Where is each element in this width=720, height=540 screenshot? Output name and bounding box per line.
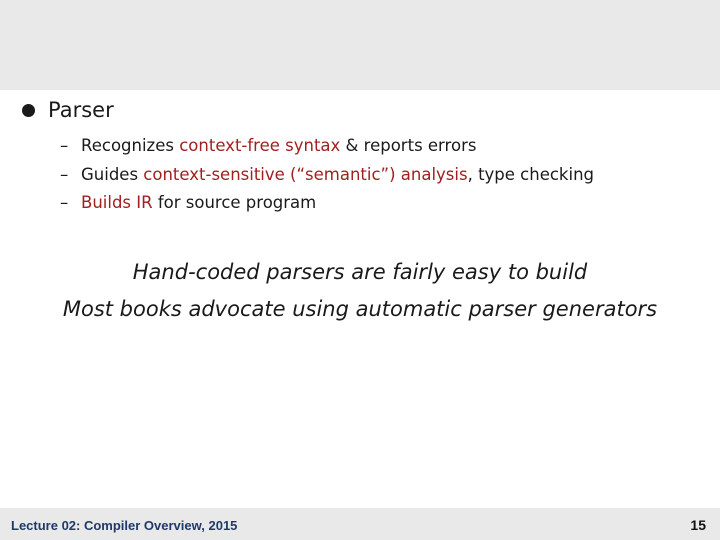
dash-icon: – — [60, 136, 69, 155]
sub-bullet-text: Recognizes — [81, 136, 180, 155]
main-bullet — [22, 98, 114, 122]
dash-icon: – — [60, 193, 69, 212]
centered-line: Most books advocate using automatic parser generators — [62, 297, 658, 321]
centered-line: Hand-coded parsers are fairly easy to build — [132, 260, 588, 284]
page-number: 15 — [690, 517, 706, 533]
sub-bullet-list — [60, 132, 594, 218]
sub-bullet-text: & reports errors — [340, 136, 477, 155]
sub-bullet — [60, 161, 594, 190]
centered-statements — [0, 254, 720, 328]
sub-bullet-highlight: context-sensitive (“semantic”) analysis — [143, 164, 468, 184]
dash-icon: – — [60, 164, 69, 184]
sub-bullet-text: Guides — [81, 164, 144, 184]
sub-bullet-highlight: Builds IR — [81, 193, 153, 212]
sub-bullet — [60, 132, 594, 161]
sub-bullet-text: , type checking — [467, 164, 594, 184]
bullet-dot-icon — [22, 104, 35, 117]
sub-bullet-text: for source program — [152, 193, 317, 212]
slide-footer — [0, 508, 720, 540]
main-bullet-text: Parser — [48, 98, 114, 122]
sub-bullet — [60, 189, 594, 218]
sub-bullet-highlight: context-free syntax — [179, 136, 341, 155]
footer-title: Lecture 02: Compiler Overview, 2015 — [11, 518, 238, 533]
